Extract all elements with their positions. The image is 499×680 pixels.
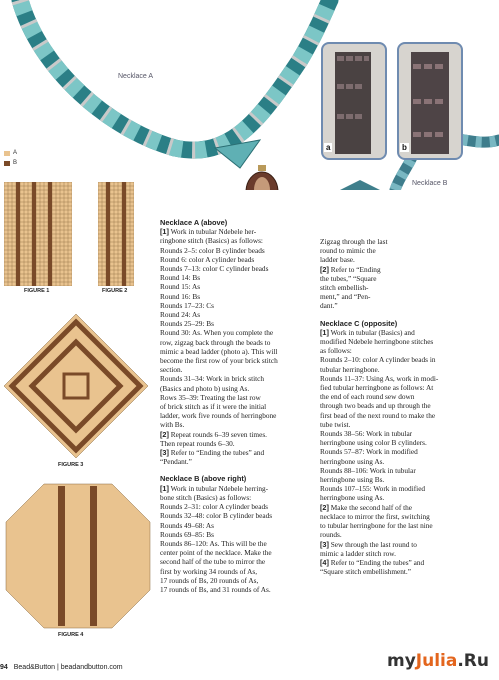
instruction-text: first by working 34 rounds of As, (160, 566, 258, 576)
instruction-line (160, 273, 320, 282)
instruction-line (160, 347, 320, 356)
instruction-line (160, 365, 320, 374)
inset-label-b: b (402, 143, 407, 152)
instruction-line (160, 430, 320, 439)
instruction-line (320, 521, 492, 530)
instruction-line (160, 457, 320, 466)
instruction-text: Make the second half of the (328, 502, 412, 512)
instruction-text: become the first row of your brick stitch (160, 356, 278, 366)
instruction-text: Rounds 49–68: As (160, 520, 214, 530)
instruction-text: Rounds 7–13: color C cylinder beads (160, 264, 269, 274)
instruction-text: mimic a bead ladder (photo a). This will (160, 346, 278, 356)
instruction-text: 17 rounds of Bs, 20 rounds of As, (160, 575, 259, 585)
instruction-text: Rounds 31–34: Work in brick stitch (160, 374, 265, 384)
necklace-c-instructions (320, 328, 492, 576)
instruction-line (160, 502, 320, 511)
step-number: [1] (160, 483, 169, 493)
figure-1-pattern (4, 182, 72, 286)
instruction-line (320, 283, 492, 292)
instruction-text: the tubes,” “Square (320, 273, 377, 283)
instruction-text: through two beads and up through the (320, 401, 431, 411)
instruction-text: Round 16: Bs (160, 291, 201, 301)
instruction-text: ladder base. (320, 255, 355, 265)
instruction-line (160, 264, 320, 273)
instruction-text: dant.” (320, 301, 338, 311)
necklace-a-instructions (160, 227, 320, 466)
instruction-text: Work in tubular Ndebele herring- (168, 483, 269, 493)
instruction-text: Round 30: As. When you complete the (160, 328, 274, 338)
instruction-text: Rounds 2–31: color A cylinder beads (160, 502, 269, 512)
instruction-text: Rounds 32–48: color B cylinder beads (160, 511, 273, 521)
instruction-line (320, 484, 492, 493)
instruction-text: Refer to “Ending the tubes” and (168, 448, 265, 458)
figure-2-pattern (98, 182, 134, 286)
instruction-line (160, 585, 320, 594)
heading-necklace-c: Necklace C (opposite) (320, 318, 398, 328)
instruction-line (320, 530, 492, 539)
instruction-text: (Basics and photo b) using As. (160, 383, 250, 393)
instruction-line (160, 420, 320, 429)
step-number: [3] (320, 539, 329, 549)
figure-4-caption: FIGURE 4 (58, 632, 84, 638)
figure-4-pattern (4, 482, 152, 630)
instruction-line (160, 384, 320, 393)
color-legend (4, 148, 17, 168)
legend-swatch-b (4, 161, 10, 166)
instruction-line (160, 255, 320, 264)
instruction-text: 17 rounds of Bs, and 31 rounds of As. (160, 584, 271, 594)
instruction-line (160, 530, 320, 539)
instruction-line (320, 475, 492, 484)
instruction-text: modified Ndebele herringbone stitches (320, 337, 434, 347)
watermark (387, 651, 489, 671)
instruction-text: bone stitch (Basics) as follows: (160, 492, 252, 502)
instruction-text: Rounds 38–56: Work in tubular (320, 429, 413, 439)
necklace-b-label: Necklace B (412, 180, 448, 187)
instruction-text: Rounds 107–155: Work in modified (320, 484, 426, 494)
instruction-text: “Square stitch embellishment.” (320, 567, 411, 577)
instruction-line (320, 383, 492, 392)
instruction-line (320, 558, 492, 567)
step-number: [3] (160, 448, 169, 458)
instruction-text: Round 6: color A cylinder beads (160, 254, 255, 264)
figure-3-caption: FIGURE 3 (58, 462, 84, 468)
instruction-text: “Pendant.” (160, 457, 192, 467)
instruction-line (160, 292, 320, 301)
instruction-line (320, 429, 492, 438)
instruction-line (320, 457, 492, 466)
instruction-text: tube twist. (320, 419, 351, 429)
instruction-line (160, 319, 320, 328)
step-number: [2] (320, 502, 329, 512)
legend-swatch-a (4, 151, 10, 156)
instruction-text: ringbone stitch (Basics) as follows: (160, 236, 263, 246)
text-column-2 (320, 237, 492, 576)
instruction-text: rounds. (320, 530, 342, 540)
instruction-text: Rounds 86–120: As. This will be the (160, 538, 267, 548)
instruction-text: center point of the necklace. Make the (160, 548, 272, 558)
figure-2-caption: FIGURE 2 (102, 288, 128, 294)
watermark-part-2: Julia (415, 651, 458, 671)
instruction-text: Then repeat rounds 6–30. (160, 438, 235, 448)
instruction-line (320, 255, 492, 264)
instruction-line (160, 548, 320, 557)
instruction-text: tubular herringbone. (320, 364, 380, 374)
instruction-line (160, 301, 320, 310)
instruction-text: Rounds 69–85: Bs (160, 529, 214, 539)
instruction-line (320, 292, 492, 301)
text-column-1 (160, 218, 320, 594)
instruction-line (160, 493, 320, 502)
instruction-text: Zigzag through the last (320, 237, 388, 246)
instruction-line (160, 236, 320, 245)
instruction-line (160, 356, 320, 365)
instruction-line (320, 540, 492, 549)
legend-label-b: B (13, 160, 18, 166)
instruction-text: fied tubular herringbone as follows: At (320, 383, 434, 393)
step-number: [1] (320, 327, 329, 337)
footer-separator: | (56, 664, 59, 671)
instruction-line (320, 466, 492, 475)
necklace-a-label: Necklace A (118, 73, 154, 80)
instruction-text: Round 14: Bs (160, 273, 201, 283)
figure-3-pattern (2, 312, 150, 460)
instruction-text: Round 24: As (160, 310, 201, 320)
instruction-line (160, 576, 320, 585)
instruction-line (160, 393, 320, 402)
instruction-line (160, 539, 320, 548)
instruction-text: Refer to “Ending the tubes” and (328, 557, 425, 567)
instruction-line (160, 282, 320, 291)
instruction-text: Rounds 88–106: Work in tubular (320, 465, 416, 475)
step-number: [2] (320, 264, 329, 274)
instruction-text: ladder, work five rounds of herringbone (160, 411, 277, 421)
instruction-text: herringbone using Bs. (320, 475, 385, 485)
instruction-text: ment,” and “Pen- (320, 292, 371, 302)
watermark-part-1: my (386, 651, 416, 671)
instruction-text: Rounds 2–10: color A cylinder beads in (320, 355, 436, 365)
instruction-text: Round 15: As (160, 282, 201, 292)
instruction-text: Refer to “Ending (328, 264, 381, 274)
instruction-line (160, 374, 320, 383)
instruction-line (320, 274, 492, 283)
instruction-line (160, 448, 320, 457)
instruction-text: herringbone using color B cylinders. (320, 438, 427, 448)
magazine-name: Bead&Button (13, 664, 56, 671)
instruction-line (320, 411, 492, 420)
necklace-b-instructions (160, 484, 320, 594)
instruction-line (320, 237, 492, 246)
instruction-line (160, 484, 320, 493)
instruction-line (160, 521, 320, 530)
instruction-text: first bead of the next round to make the (320, 410, 436, 420)
instruction-line (320, 337, 492, 346)
instruction-line (160, 511, 320, 520)
heading-necklace-b: Necklace B (above right) (160, 474, 247, 484)
instruction-line (160, 557, 320, 566)
heading-necklace-a: Necklace A (above) (160, 218, 228, 227)
instruction-text: stitch embellish- (320, 283, 369, 293)
page-number: 94 (0, 664, 8, 671)
instruction-line (160, 310, 320, 319)
instruction-text: Repeat rounds 6–39 seven times. (168, 429, 268, 439)
instruction-text: Work in tubular Ndebele her- (168, 227, 257, 237)
instruction-line (320, 392, 492, 401)
instruction-line (320, 503, 492, 512)
instruction-text: round to mimic the (320, 246, 376, 256)
instruction-line (160, 567, 320, 576)
instruction-line (160, 411, 320, 420)
instruction-text: Rounds 57–87: Work in modified (320, 447, 418, 457)
step-number: [4] (320, 557, 329, 567)
instruction-line (320, 438, 492, 447)
instruction-line (320, 374, 492, 383)
instruction-text: Sew through the last round to (328, 539, 417, 549)
instruction-line (320, 549, 492, 558)
step-number: [1] (160, 227, 169, 237)
instruction-text: herringbone using As. (320, 456, 385, 466)
instruction-line (320, 365, 492, 374)
figure-1-caption: FIGURE 1 (24, 288, 50, 294)
inset-label-a: a (326, 143, 331, 152)
instruction-text: Rounds 11–37: Using As, work in modi- (320, 373, 439, 383)
instruction-line (320, 328, 492, 337)
instruction-line (320, 355, 492, 364)
instruction-text: Rounds 25–29: Bs (160, 319, 214, 329)
instruction-text: Rounds 17–23: Cs (160, 300, 214, 310)
watermark-part-3: .Ru (457, 651, 489, 671)
instruction-text: Rows 35–39: Treating the last row (160, 392, 261, 402)
instruction-text: of brick stitch as if it were the initial (160, 402, 267, 412)
instruction-line (320, 301, 492, 310)
instruction-line (320, 567, 492, 576)
instruction-text: mimic a ladder stitch row. (320, 548, 396, 558)
instruction-line (320, 512, 492, 521)
instruction-text: to tubular herringbone for the last nine (320, 521, 433, 531)
instruction-line (320, 265, 492, 274)
instruction-text: as follows: (320, 346, 352, 356)
instruction-text: with Bs. (160, 420, 185, 430)
step-number: [2] (160, 429, 169, 439)
instruction-line (320, 401, 492, 410)
instruction-text: Work in tubular (Basics) and (328, 327, 415, 337)
instruction-text: section. (160, 365, 183, 375)
magazine-url: beadandbutton.com (60, 664, 123, 671)
instruction-text: row, zigzag back through the beads to (160, 337, 271, 347)
page-footer (0, 664, 123, 671)
instruction-text: second half of the tube to mirror the (160, 557, 266, 567)
instruction-line (160, 246, 320, 255)
instruction-line (160, 328, 320, 337)
instruction-line (160, 338, 320, 347)
instruction-line (320, 346, 492, 355)
instruction-line (320, 493, 492, 502)
instruction-text: herringbone using As. (320, 493, 385, 503)
instruction-line (320, 420, 492, 429)
instruction-line (320, 447, 492, 456)
instruction-text: necklace to mirror the first, switching (320, 511, 430, 521)
instruction-text: the end of each round sew down (320, 392, 415, 402)
necklace-b-instructions-cont (320, 237, 492, 311)
instruction-text: Rounds 2–5: color B cylinder beads (160, 245, 265, 255)
legend-label-a: A (13, 150, 18, 156)
instruction-line (320, 246, 492, 255)
instruction-line (160, 402, 320, 411)
instruction-line (160, 439, 320, 448)
instruction-line (160, 227, 320, 236)
